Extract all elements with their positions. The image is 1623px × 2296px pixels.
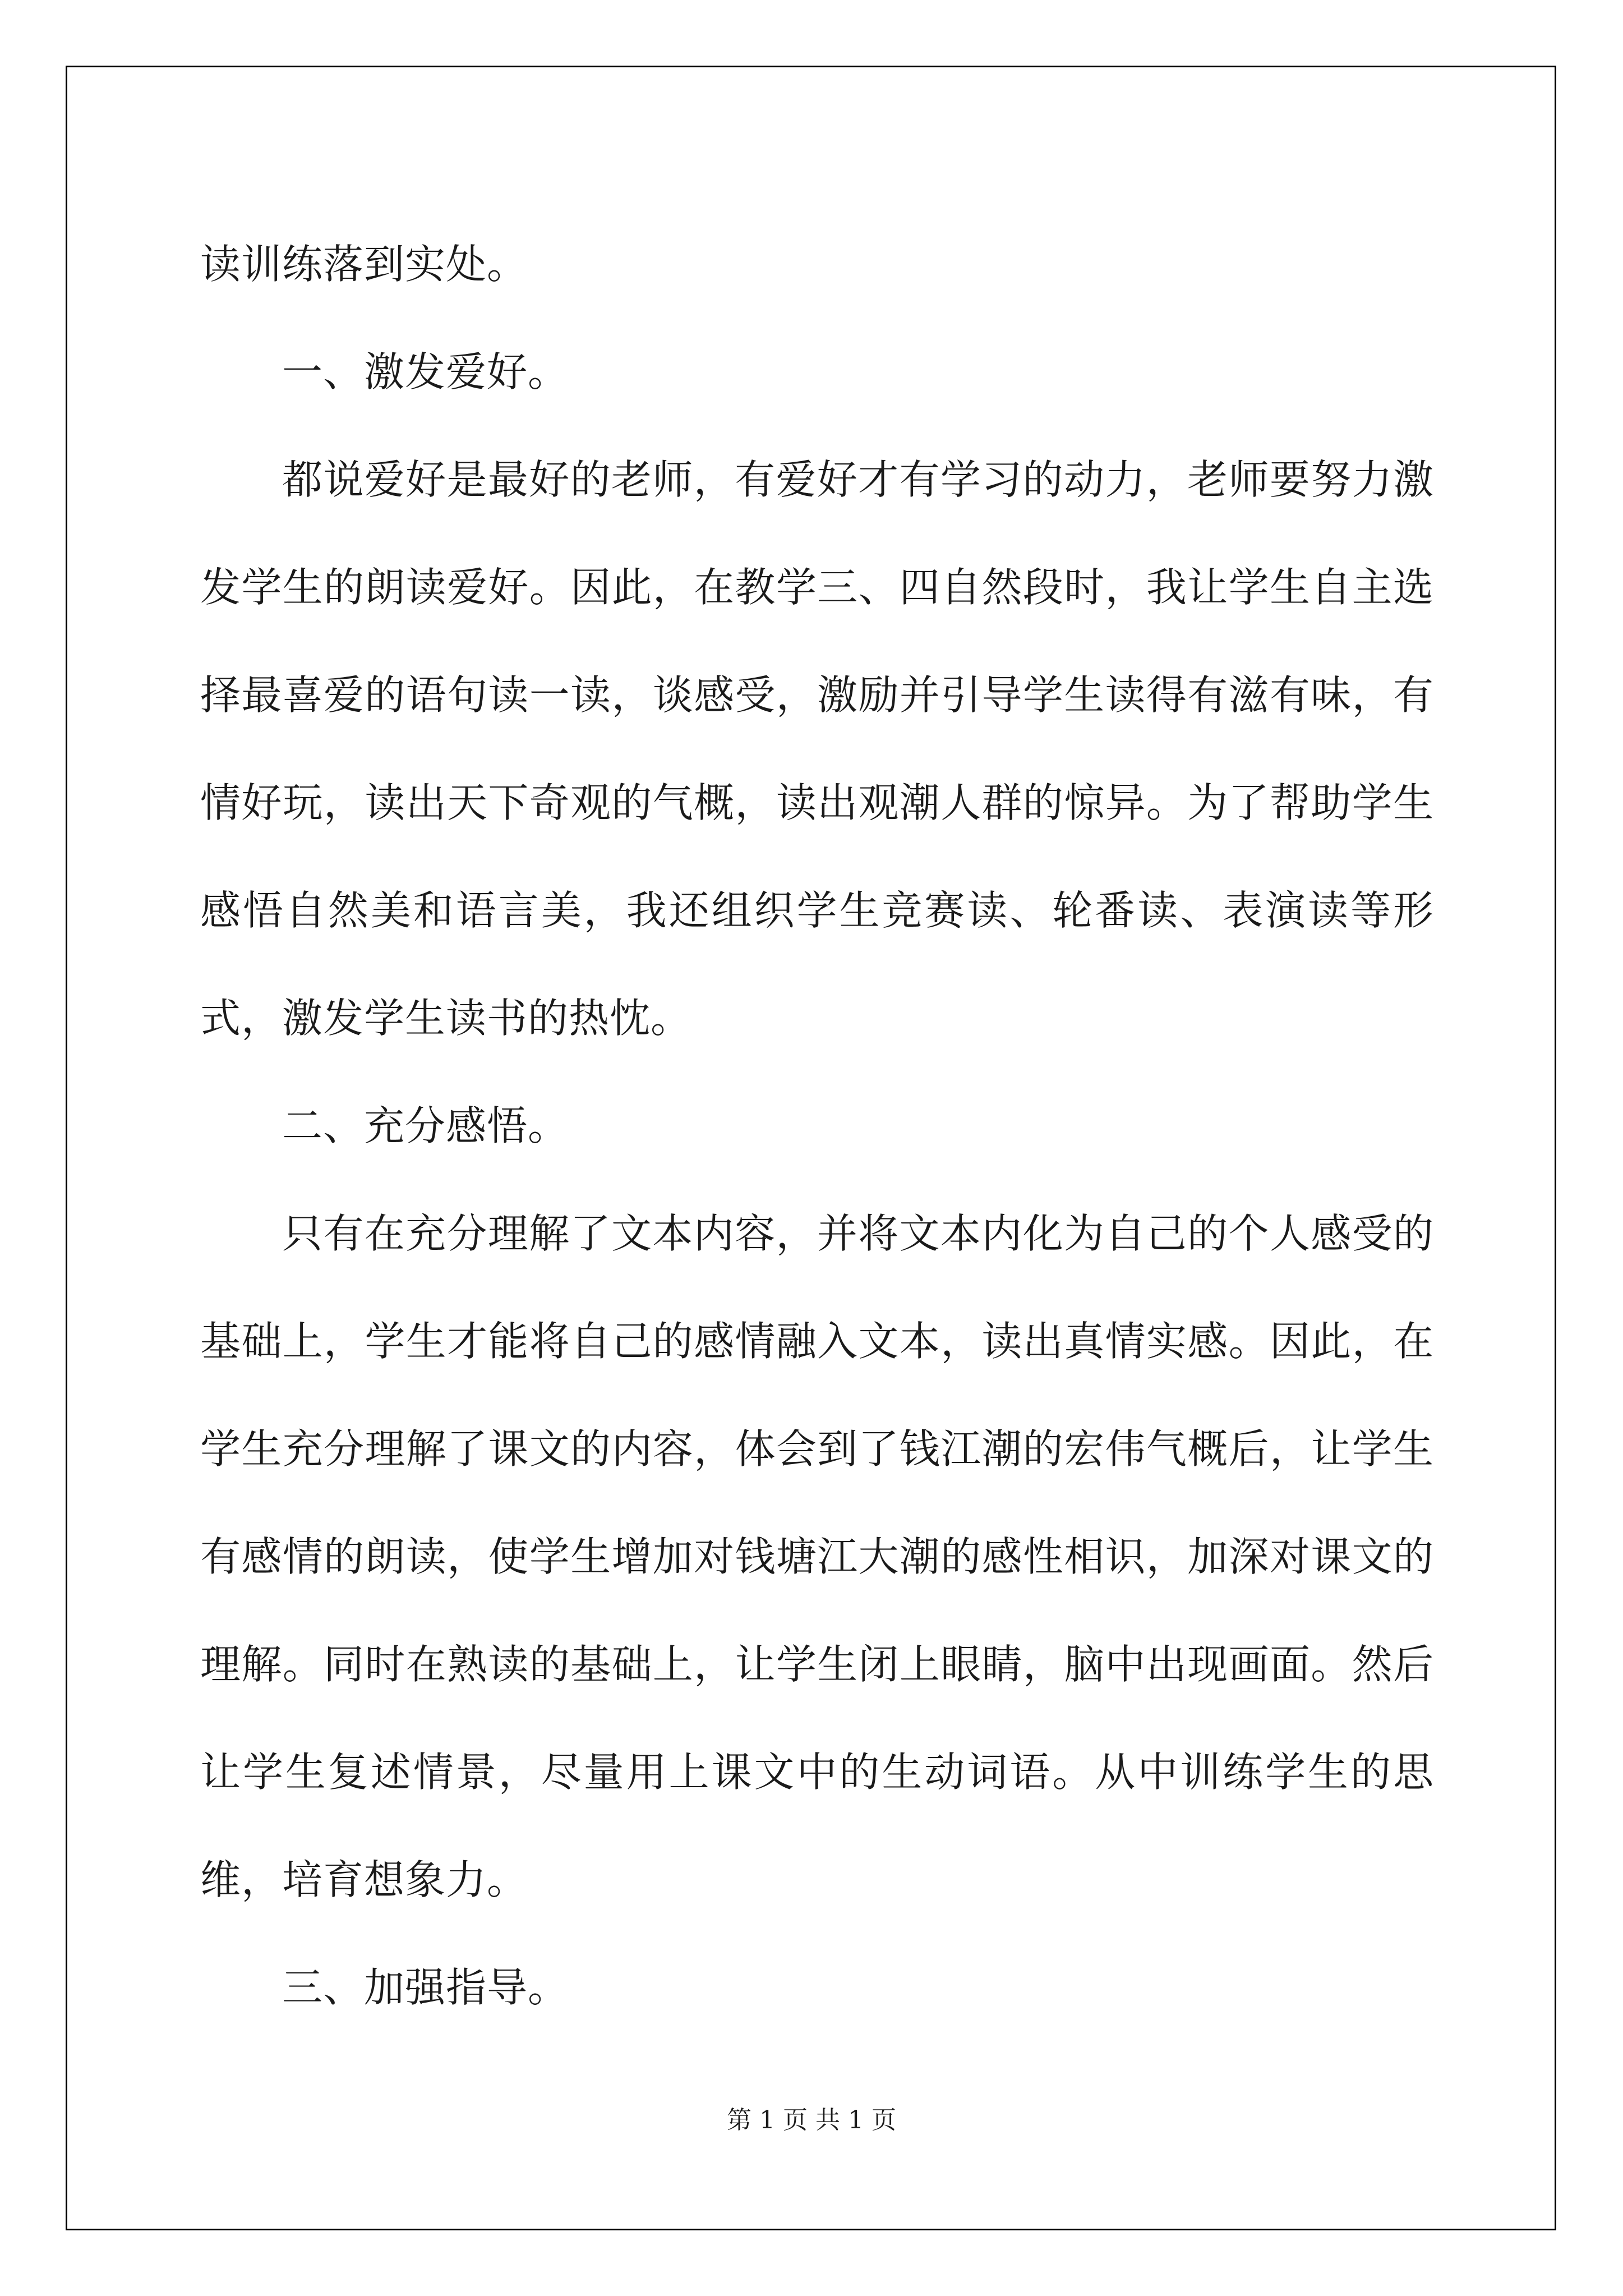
paragraph-understanding: 只有在充分理解了文本内容，并将文本内化为自己的个人感受的基础上，学生才能将自己的感情融入文本，读出真情实感。因此，在学生充分理解了课文的内容，体会到了钱江潮的宏伟气概后，让学生有感情的朗读，使学生增加对钱塘江大潮的感性相识，加深对课文的理解。同时在熟读的基础上，让学生闭上眼睛，脑中出现画面。然后让学生复述情景，尽量用上课文中的生动词语。从中训练学生的思维，培育想象力。 — [200, 1210, 1434, 1903]
section-heading-2: 二、充分感悟。 — [282, 1102, 569, 1149]
document-body — [200, 210, 1434, 2041]
paragraph-continuation: 读训练落到实处。 — [200, 241, 528, 288]
section-heading-3: 三、加强指导。 — [282, 1964, 569, 2011]
paragraph-interest: 都说爱好是最好的老师，有爱好才有学习的动力，老师要努力激发学生的朗读爱好。因此，在教学三、四自然段时，我让学生自主选择最喜爱的语句读一读，谈感受，激励并引导学生读得有滋有味，有情好玩，读出天下奇观的气概，读出观潮人群的惊异。为了帮助学生感悟自然美和语言美，我还组织学生竞赛读、轮番读、表演读等形式，激发学生读书的热忱。 — [200, 456, 1434, 1042]
page-number-footer: 第 1 页 共 1 页 — [727, 2106, 896, 2134]
section-heading-1: 一、激发爱好。 — [282, 348, 569, 395]
